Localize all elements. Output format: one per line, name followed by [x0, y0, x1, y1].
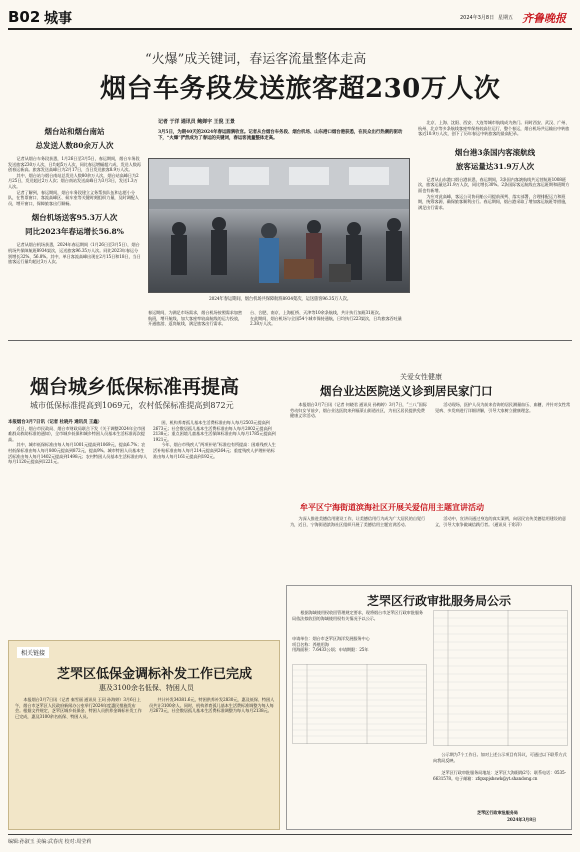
sidebar2-para: 记者从烟台机场获悉，2024年春运期间（1月26日至3月5日），烟台机场共保障航班8934架次，运送旅客96.35万人次。同比2023年春运分别增长32%、56.8%。其中，单日客流高峰出现在2月15日和18日，当日旅客运行量均超过3万人次。: [8, 242, 141, 265]
announce-intro: 根据海域使用权收回管理规定要求，现将烟台市芝罘区行政审批服务局依法拟收回的海域使用权有关情况予以公示。: [292, 610, 424, 621]
announce-box: [286, 585, 572, 830]
coordinate-table-graphic: [433, 610, 568, 746]
announce-headline: 芝罘区行政审批服务局公示: [367, 594, 512, 608]
footer-rule: [8, 834, 572, 835]
right-col-text: 北京、上海、沈阳、西安、大连等城市航线成为热门。同时西安、武汉、广州、杭州、北京等多条航线客座率保持较高位运行，整个春运，烟台机场共运输出中转旅客近10.9万人次，创下了历年春运中转旅客的最高纪录。: [418, 120, 570, 137]
notice-body: 本报烟台3月7日讯（记者 秦雪丽 通讯员 王珂 孙海婷）3月6日上午，烟台市芝罘区人民政府新闻办公室举行2024年度惠民措施发布会。根据文件规定，芝罘区城乡低保金、特困人员供养金调标补发工作已完成，惠及3100余名低保、特困人员。: [15, 697, 142, 719]
lead-headline: 烟台车务段发送旅客超230万人次: [100, 74, 501, 104]
notice-box: [8, 640, 280, 830]
lead-mid-col: 台、合肥、南京、上海虹桥、天津等10余条航线，共计执行加班31班次。 在此期间，烟台机场与全国54个城市保持通航，日均执行223架次，日均旅客吞吐量2.38万人次。: [250, 310, 402, 327]
masthead-rule: [8, 28, 572, 30]
story2-col1: [8, 420, 148, 465]
story2-para: 其中，城市低保标准由每人每月1001元提高到1069元，提高6.7%；农村低保标准由每人每月800元提高到872元，提高9%。城市特困人员基本生活标准由每人每月1402元提高到1498元；农村特困人员基本生活标准由每人每月1120元提高到1221元。: [8, 442, 148, 465]
section-divider: [8, 340, 572, 341]
announce-line: 用海面积：7.6433公顷；申请期限：25年: [292, 647, 369, 653]
story4-headline: 牟平区宁海街道滨海社区开展关爱信用主题宣讲活动: [300, 502, 484, 512]
issue-date: 2024年3月8日: [460, 15, 495, 21]
story3-para: 活动现场，医护人员为前来咨询的居民测量血压、血糖，并针对女性常见病、多发病进行详细讲解，引导大家树立健康理念。: [435, 402, 571, 413]
announce-details: [292, 636, 427, 653]
page-number: B02: [8, 8, 41, 26]
story3-para: 本报烟台3月7日讯（记者 何晓君 通讯员 孙梅婷）3月7日，“三八”国际劳动妇女节前夕，烟台业达医院来到福莱山街道社区，为社区居民提供免费健康义诊活动。: [290, 402, 427, 419]
photo-caption: 2024年春运期间，烟台机场共保障航班8934架次，运送旅客96.35万人次。: [209, 297, 351, 302]
footer-editors: 编辑:孙淑玉 美编:武春虎 校对:周莹莉: [8, 839, 92, 845]
lead-kicker: “火爆”成关键词，春运客流量整体走高: [145, 52, 367, 67]
section-name: 城事: [44, 11, 72, 27]
lead-photo: [148, 158, 410, 293]
notice-body2: 共计补发34381.6元，特困供养补发2830元，惠及低保、特困人员共计3100余人。同时，机构养育孤儿基本生活费标准调整为每人每月2673元，社会散居孤儿基本生活费标准调整为每人每月2138元。: [149, 697, 275, 714]
sidebar2-title: 烟台机场送客95.3万人次: [31, 213, 118, 223]
sidebar3-sub: 旅客运量达31.9万人次: [455, 161, 535, 171]
story2-para: 今年，烟台市残疾人“两项补贴”标准也有所提高：困难残疾人生活补贴标准由每人每月214元提高到264元；重度残疾人护理补贴标准由每人每月161元提高到192元。: [153, 442, 276, 459]
lead-sidebar2-cont: 春运期间，为满足市场需求，烟台机场按照需求加密航班，增开航线，加大客座率较高航线的运力投放，开通旅游、返岗航线，满足旅客出行需求。: [148, 310, 243, 327]
sidebar1-para: 记者了解到，春运期间，烟台车务段建立义务帮扶队伍和志愿小分队，在售票窗口、客流高峰区、候车室等关键时刻组织力量，及时调配人员，增开窗口，保障旅客出行顺畅。: [8, 189, 139, 206]
announce-footer: 公示期为7个工作日。如对上述公示项目有异议，可通过以下联系方式向我局反映。: [433, 752, 567, 763]
coordinate-table-right: [433, 610, 568, 746]
coordinate-table-left: [292, 664, 427, 744]
story2-para: 困，机构养育孤儿基本生活费标准由每人每月2503元提高到2673元；社会散居孤儿基本生活费标准由每人每月2002元提高到2138元；重点困境儿童基本生活保障标准由每人每月1785元提高到1921元。: [153, 420, 276, 442]
lead-sidebar-left: [8, 120, 141, 265]
story3-headline: 烟台业达医院送义诊到居民家门口: [320, 384, 493, 398]
notice-subhead: 惠及3100余名低保、特困人员: [99, 684, 194, 692]
sidebar3-para: 记者从山东港口烟台港获悉，春运期间，3条国内客滚航线共运营航班1008班次，旅客运量达31.9万人次，同比增长30%。2条国际客运航线在客运班期和班期方面也有新增。: [418, 176, 570, 193]
announce-footer2: 芝罘区行政审批服务局地址：芝罘区大海阳路2号；联系电话：0535-6631578。电子邮箱：zfqxspjshswk@yt.shandong.cn: [433, 770, 566, 781]
story4-para: 活动中，宣讲员通过身边的真实案例，向居民宣传美德信用建设的意义，引导大家争做诚信践行者。（通讯员 于彩萍）: [435, 516, 567, 527]
notice-kicker: 相关链接: [17, 647, 49, 658]
story3-body: [290, 402, 572, 419]
paper-logo: 齐鲁晚报: [522, 12, 566, 25]
story2-subhead: 城市低保标准提高到1069元，农村低保标准提高到872元: [30, 401, 234, 410]
coordinate-table-graphic: [292, 664, 427, 744]
lead-intro: 3月5日，为期40天的2024年春运圆满收官。记者从台烟台车务段、烟台机场、山东港口烟台港获悉，在民众出行热潮的驱动下，“火爆”俨然成为了春运的关键词，春运客流量整体走高。: [158, 130, 403, 142]
story2-headline: 烟台城乡低保标准再提高: [30, 376, 240, 398]
announce-sign: 芝罘区行政审批服务局: [477, 810, 518, 815]
lead-right-col: [418, 120, 572, 210]
story3-kicker: 关爱女性健康: [400, 373, 442, 381]
story4-body: [290, 516, 572, 527]
masthead: [8, 6, 572, 28]
announce-line: 项目名称：养殖用海: [292, 641, 329, 647]
lead-byline: 记者 于洋 通讯员 鲍婵宇 王倪 王景: [158, 119, 235, 125]
sidebar1-para: 记者从烟台车务段获悉，1月26日至3月5日，春运期间，烟台车务段发送旅客230万人次，日均超5万人次，同比春运增幅超六成，发送人数再创春运新高。旅客发送高峰日为2月17日，当日发送旅客8.9万人次。: [8, 156, 141, 173]
story2-para: 近日，烟台市民政局、烟台市财政局联合下发《关于调整2024年全市困难群众救助标准的通知》，全市城乡低保和城乡特困人员基本生活标准再次提高。: [8, 425, 146, 442]
notice-headline: 芝罘区低保金调标补发工作已完成: [57, 667, 253, 682]
announce-line: 申请单位：烟台市芝罘区海洋发展服务中心: [292, 636, 370, 641]
sidebar1-sub: 总发送人数80余万人次: [35, 141, 114, 150]
sidebar2-sub: 同比2023年春运增长56.8%: [25, 227, 124, 237]
sidebar3-title: 烟台港3条国内客滚航线: [454, 147, 536, 157]
announce-sign-date: 2024年3月8日: [507, 817, 537, 822]
sidebar3-para: 为应对此高峰，客运公司协同船公司提前预判、落实部署，合理排配运力和班期，统筹客源，确保旅客顺利出行。春运期间，烟台港采取了增加客运航班等措施，满足出行需求。: [418, 193, 570, 210]
sidebar1-title: 烟台站和烟台南站: [44, 127, 105, 136]
weekday: 星期五: [498, 15, 514, 21]
story4-para: 为深入推进美德信用建设工作，让美德信用行为成为广大居民的自觉行为，近日，宁海街道滨海社区组织开展了美德信用主题宣讲活动。: [290, 516, 426, 527]
story2-col2: [153, 420, 278, 459]
story2-byline: 本报烟台3月7日讯（记者 杜晓丹 通讯员 王鑫）: [8, 420, 103, 425]
sidebar1-para: 其中，烟台站与烟台南站总发送人数80余万人次，烟台站高峰日为2月25日，发送超过2万人次；烟台南站发送高峰日为3月3日，发送1.3万人次。: [8, 172, 139, 189]
airport-crowd-photo: [149, 159, 410, 293]
